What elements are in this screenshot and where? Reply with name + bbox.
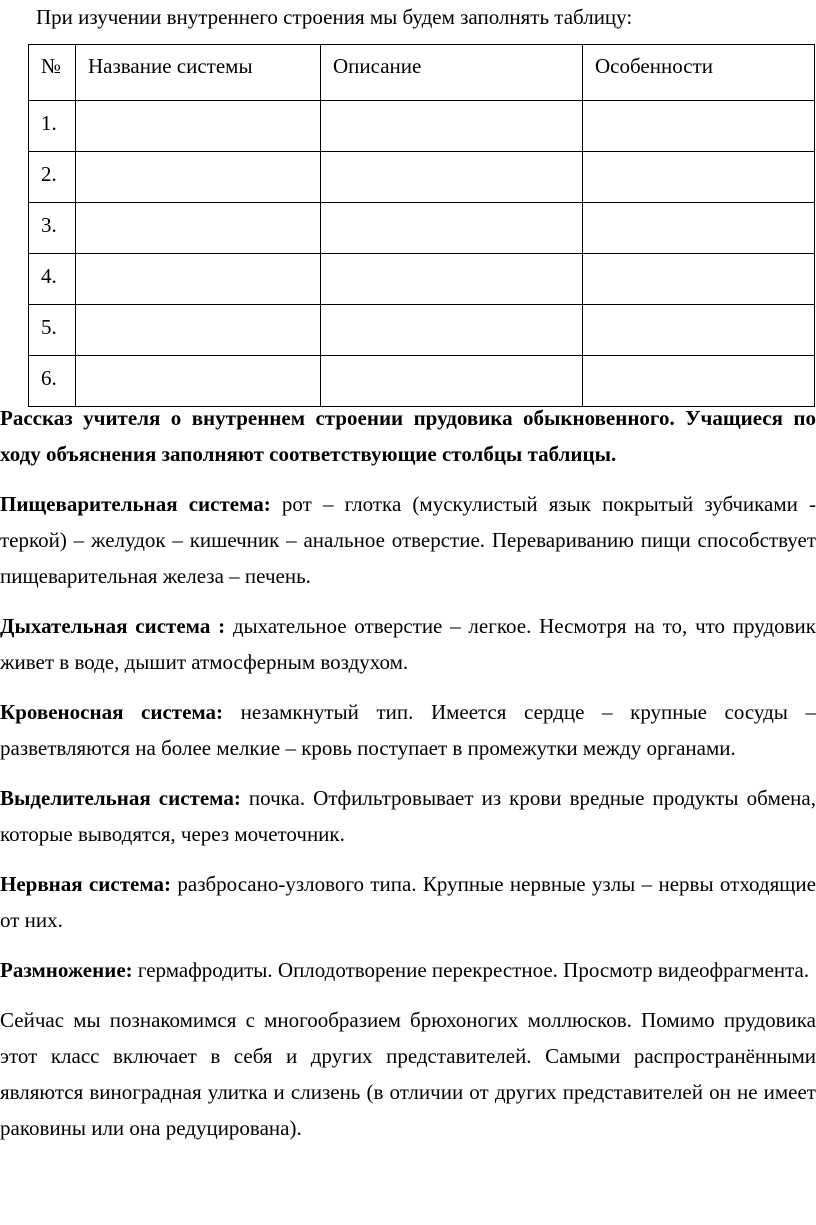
term-digestive-system: Пищеварительная система: bbox=[0, 492, 271, 516]
cell-features bbox=[583, 152, 815, 203]
text-circulatory-system: незамкнутый тип. Имеется сердце – крупные сосуды – разветвляются на более мелкие – кровь поступает в промежутки между органами. bbox=[0, 700, 816, 760]
cell-description bbox=[321, 305, 583, 356]
text-respiratory-system: дыхательное отверстие – легкое. Несмотря на то, что прудовик живет в воде, дышит атмосферным воздухом. bbox=[0, 614, 816, 674]
cell-description bbox=[321, 203, 583, 254]
cell-system-name bbox=[76, 356, 321, 407]
header-features: Особенности bbox=[583, 45, 815, 101]
cell-features bbox=[583, 254, 815, 305]
row-number: 6. bbox=[29, 356, 76, 407]
table-row bbox=[29, 101, 815, 152]
cell-description bbox=[321, 254, 583, 305]
paragraph-closing: Сейчас мы познакомимся с многообразием брюхоногих моллюсков. Помимо прудовика этот класс включает в себя и других представителей. Самыми распространёнными являются виноградная улитка и слизень (в отличии от других представителей он не имеет раковины или она редуцирована). bbox=[0, 1008, 816, 1140]
term-nervous-system: Нервная система: bbox=[0, 872, 172, 896]
systems-table bbox=[28, 44, 815, 407]
text-nervous-system: разбросано-узлового типа. Крупные нервные узлы – нервы отходящие от них. bbox=[0, 872, 816, 932]
paragraph-respiratory-system bbox=[0, 608, 816, 680]
text-digestive-system: рот – глотка (мускулистый язык покрытый зубчиками - теркой) – желудок – кишечник – анальное отверстие. Перевариванию пищи способствует пищеварительная железа – печень. bbox=[0, 492, 816, 588]
header-description: Описание bbox=[321, 45, 583, 101]
paragraph-reproduction bbox=[0, 952, 816, 988]
text-excretory-system: почка. Отфильтровывает из крови вредные продукты обмена, которые выводятся, через мочеточник. bbox=[0, 786, 816, 846]
row-number: 1. bbox=[29, 101, 76, 152]
cell-features bbox=[583, 101, 815, 152]
term-reproduction: Размножение: bbox=[0, 958, 133, 982]
intro-text: При изучении внутреннего строения мы будем заполнять таблицу: bbox=[36, 5, 633, 29]
cell-features bbox=[583, 203, 815, 254]
cell-description bbox=[321, 101, 583, 152]
table-row bbox=[29, 254, 815, 305]
header-system-name: Название системы bbox=[76, 45, 321, 101]
row-number: 4. bbox=[29, 254, 76, 305]
cell-features bbox=[583, 305, 815, 356]
cell-system-name bbox=[76, 101, 321, 152]
header-number: № bbox=[29, 45, 76, 101]
table-row bbox=[29, 356, 815, 407]
term-excretory-system: Выделительная система: bbox=[0, 786, 241, 810]
cell-system-name bbox=[76, 254, 321, 305]
paragraph-excretory-system bbox=[0, 780, 816, 852]
row-number: 2. bbox=[29, 152, 76, 203]
cell-description bbox=[321, 356, 583, 407]
table-header-row bbox=[29, 45, 815, 101]
lesson-content bbox=[0, 400, 816, 1146]
cell-system-name bbox=[76, 305, 321, 356]
term-respiratory-system: Дыхательная система : bbox=[0, 614, 226, 638]
cell-system-name bbox=[76, 152, 321, 203]
paragraph-circulatory-system bbox=[0, 694, 816, 766]
table-row bbox=[29, 305, 815, 356]
teacher-story-heading: Рассказ учителя о внутреннем строении прудовика обыкновенного. Учащиеся по ходу объяснения заполняют соответствующие столбцы таблицы. bbox=[0, 406, 816, 466]
cell-features bbox=[583, 356, 815, 407]
cell-system-name bbox=[76, 203, 321, 254]
row-number: 3. bbox=[29, 203, 76, 254]
text-reproduction: гермафродиты. Оплодотворение перекрестное. Просмотр видеофрагмента. bbox=[132, 958, 810, 982]
term-circulatory-system: Кровеносная система: bbox=[0, 700, 224, 724]
table-row bbox=[29, 152, 815, 203]
paragraph-digestive-system bbox=[0, 486, 816, 594]
table-row bbox=[29, 203, 815, 254]
row-number: 5. bbox=[29, 305, 76, 356]
paragraph-nervous-system bbox=[0, 866, 816, 938]
cell-description bbox=[321, 152, 583, 203]
